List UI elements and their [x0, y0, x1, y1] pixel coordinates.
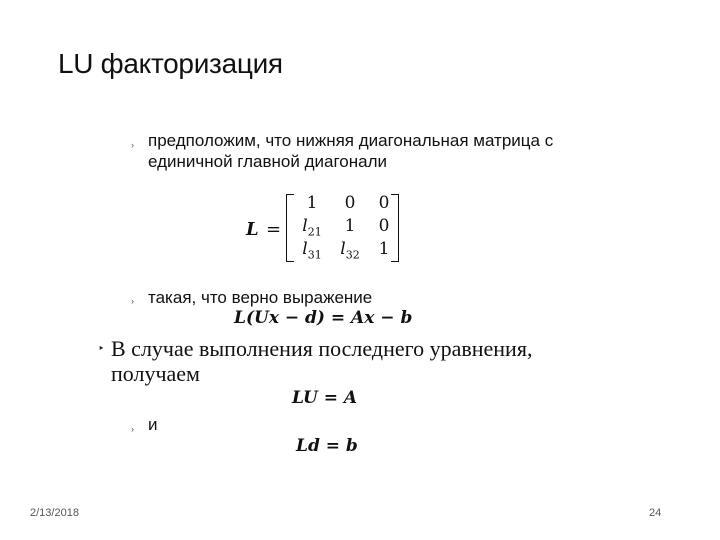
bullet-marker: › [131, 424, 134, 434]
bullet-1-line-1: предположим, что нижняя диагональная матрица с [148, 131, 554, 150]
bullet-3-line-2: получаем [111, 361, 200, 386]
matrix-cell-letter: l [302, 216, 308, 236]
matrix-cell-letter: l [302, 239, 308, 259]
bullet-marker: › [131, 296, 134, 306]
matrix-cell-subscript: 32 [345, 248, 360, 262]
footer-date: 2/13/2018 [30, 507, 79, 519]
bullet-3-text [111, 336, 532, 386]
bullet-3-line-1: В случае выполнения последнего уравнения, [111, 336, 533, 361]
bullet-1-line-2: единичной главной диагонали [148, 152, 388, 171]
bullet-marker: › [131, 140, 134, 150]
formula-lu: LU = A [292, 388, 358, 408]
matrix-cell: 0 [344, 193, 356, 213]
matrix-cell: 0 [378, 193, 390, 213]
matrix-cell: 1 [378, 239, 390, 259]
matrix-cell-subscript: 21 [307, 225, 322, 239]
slide-title: LU факторизация [58, 48, 283, 79]
matrix-cell [292, 216, 332, 238]
footer-page-number: 24 [649, 507, 662, 519]
matrix-symbol: L [246, 219, 259, 240]
bullet-2-text: такая, что верно выражение [148, 288, 373, 307]
formula-ld: Ld = b [296, 436, 358, 456]
bullet-marker-main: ‣ [98, 343, 105, 355]
matrix-cell: 0 [378, 216, 390, 236]
matrix-equals: = [266, 219, 282, 240]
bullet-1-text [148, 130, 553, 172]
bullet-4-text: и [148, 415, 158, 434]
matrix-cell: 1 [306, 193, 318, 213]
matrix-cell [292, 239, 332, 261]
matrix-cell: 1 [344, 216, 356, 236]
formula-main: L(Ux − d) = Ax − b [234, 308, 413, 328]
matrix-cell-subscript: 31 [307, 248, 322, 262]
matrix-cell-letter: l [340, 239, 346, 259]
